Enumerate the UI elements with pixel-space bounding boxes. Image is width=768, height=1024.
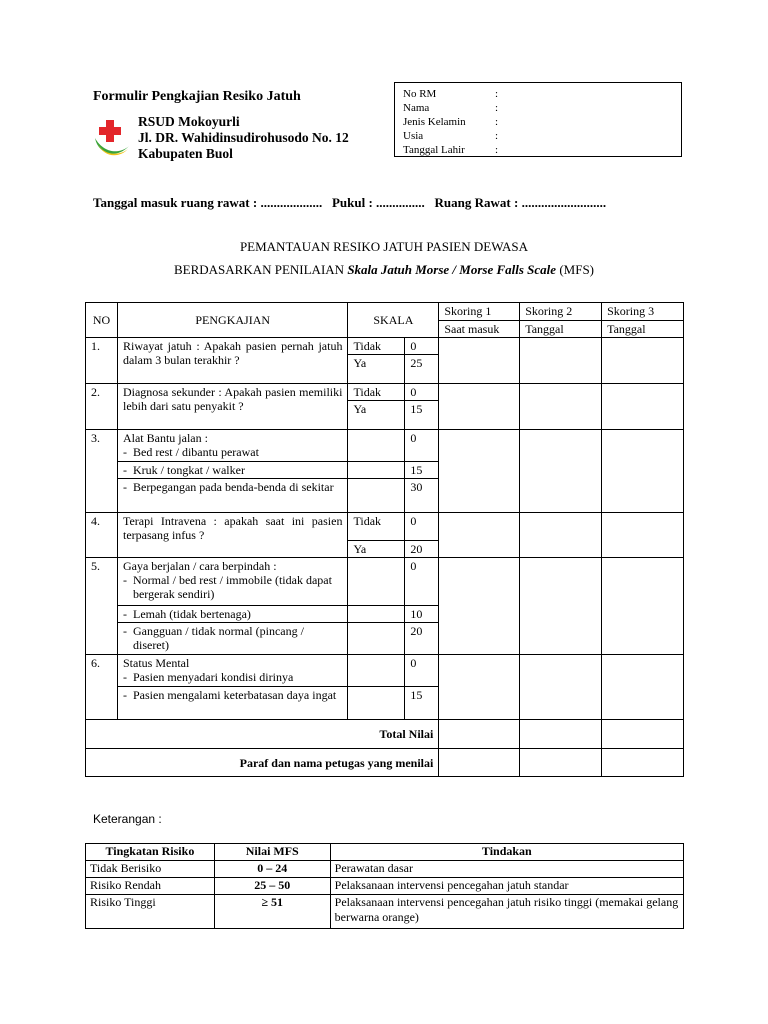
row-question [117,479,347,513]
total-cell[interactable] [602,720,684,749]
dash: - [122,624,127,638]
id-label-tanggal-lahir: Tanggal Lahir [403,144,465,156]
scale-option: Tidak [348,513,405,541]
id-colon: : [495,102,499,114]
row-question [117,430,347,462]
legend-header-level: Tingkatan Risiko [86,844,215,861]
legend-mfs: 25 – 50 [214,878,330,895]
dash: - [122,445,127,459]
signature-label: Paraf dan nama petugas yang menilai [86,749,439,777]
subheader-scoring-1: Saat masuk [439,321,520,338]
header-scale: SKALA [348,303,439,338]
score-cell[interactable] [439,384,520,430]
hospital-info [138,114,349,162]
row-no: 2. [86,384,118,430]
assessment-table [85,302,684,777]
legend-header-action: Tindakan [330,844,683,861]
hospital-address: Jl. DR. Wahidinsudirohusodo No. 12 [138,130,349,145]
header-no: NO [86,303,118,338]
subheader-scoring-3: Tanggal [602,321,684,338]
score-cell[interactable] [439,513,520,558]
scale-value: 25 [405,355,439,384]
id-label-nama: Nama [403,102,430,114]
score-cell[interactable] [602,338,684,384]
main-heading: PEMANTAUAN RESIKO JATUH PASIEN DEWASA [239,239,529,254]
header-scoring-1: Skoring 1 [439,303,520,321]
scale-option-empty [348,479,405,513]
sub-option: Gangguan / tidak normal (pincang / diseret) [132,624,304,652]
row-question [117,623,347,655]
scale-option: Ya [348,541,405,558]
sub-option: Pasien menyadari kondisi dirinya [132,670,294,684]
form-title: Formulir Pengkajian Resiko Jatuh [93,89,301,104]
legend-action: Pelaksanaan intervensi pencegahan jatuh standar [330,878,683,895]
legend-level: Risiko Tinggi [86,895,215,929]
risk-legend-table [85,843,684,929]
row-question: Diagnosa sekunder : Apakah pasien memiliki lebih dari satu penyakit ? [117,384,347,430]
row-question [117,558,347,606]
legend-mfs: 0 – 24 [214,861,330,878]
sub-option: Bed rest / dibantu perawat [132,445,259,459]
total-cell[interactable] [520,720,602,749]
row-no: 6. [86,655,118,720]
scale-value: 15 [405,462,439,479]
total-row [86,720,684,749]
scale-option-empty [348,655,405,687]
table-row [86,338,684,355]
scale-option-empty [348,430,405,462]
scale-option-empty [348,687,405,720]
row-title: Alat Bantu jalan : [122,431,208,445]
scale-value: 0 [405,384,439,401]
table-row [86,895,684,929]
row-title: Status Mental [122,656,190,670]
scale-value: 0 [405,430,439,462]
header-assessment: PENGKAJIAN [117,303,347,338]
table-row [86,513,684,541]
score-cell[interactable] [520,513,602,558]
score-cell[interactable] [602,430,684,513]
id-label-no-rm: No RM [403,88,437,100]
signature-cell[interactable] [602,749,684,777]
sub-heading-suffix: (MFS) [556,262,595,277]
legend-action: Perawatan dasar [330,861,683,878]
dash: - [122,573,127,587]
row-no: 4. [86,513,118,558]
header-scoring-3: Skoring 3 [602,303,684,321]
signature-row [86,749,684,777]
scale-option-empty [348,606,405,623]
scale-option: Ya [348,401,405,430]
scale-value: 10 [405,606,439,623]
signature-cell[interactable] [439,749,520,777]
patient-id-box [394,82,682,157]
admission-line: Tanggal masuk ruang rawat : ................... Pukul : ............... Ruang Rawat : .......................... [93,195,607,210]
signature-cell[interactable] [520,749,602,777]
row-question [117,606,347,623]
table-row [86,655,684,687]
row-no: 3. [86,430,118,513]
table-row [86,430,684,462]
table-row [86,558,684,606]
total-label: Total Nilai [86,720,439,749]
row-title: Gaya berjalan / cara berpindah : [122,559,277,573]
row-question [117,462,347,479]
score-cell[interactable] [520,338,602,384]
score-cell[interactable] [439,655,520,720]
score-cell[interactable] [520,430,602,513]
sub-option: Pasien mengalami keterbatasan daya ingat [132,688,337,702]
score-cell[interactable] [520,384,602,430]
score-cell[interactable] [520,655,602,720]
id-colon: : [495,116,499,128]
notes-label: Keterangan : [93,812,162,826]
scale-value: 0 [405,558,439,606]
dash: - [122,480,127,494]
scale-option: Ya [348,355,405,384]
legend-level: Risiko Rendah [86,878,215,895]
row-question: Terapi Intravena : apakah saat ini pasien terpasang infus ? [117,513,347,558]
scale-option-empty [348,558,405,606]
row-question [117,655,347,687]
sub-heading-prefix: BERDASARKAN PENILAIAN [173,262,348,277]
sub-option: Kruk / tongkat / walker [132,463,245,477]
scale-option-empty [348,462,405,479]
table-row [86,861,684,878]
score-cell[interactable] [602,513,684,558]
id-label-jenis-kelamin: Jenis Kelamin [403,116,466,128]
scale-value: 15 [405,401,439,430]
score-cell[interactable] [602,384,684,430]
score-cell[interactable] [602,655,684,720]
scale-value: 15 [405,687,439,720]
id-colon: : [495,130,499,142]
id-label-usia: Usia [403,130,424,142]
score-cell[interactable] [520,558,602,655]
score-cell[interactable] [439,338,520,384]
scale-value: 20 [405,623,439,655]
total-cell[interactable] [439,720,520,749]
scale-option: Tidak [348,384,405,401]
dash: - [122,670,127,684]
sub-heading-scale-name: Skala Jatuh Morse / Morse Falls Scale [347,262,557,277]
row-no: 1. [86,338,118,384]
dash: - [122,463,127,477]
sub-heading [0,262,768,278]
scale-value: 0 [405,513,439,541]
sub-option: Berpegangan pada benda-benda di sekitar [132,480,334,494]
table-row [86,384,684,401]
hospital-logo [92,116,132,162]
row-question: Riwayat jatuh : Apakah pasien pernah jatuh dalam 3 bulan terakhir ? [117,338,347,384]
row-no: 5. [86,558,118,655]
score-cell[interactable] [439,430,520,513]
legend-action: Pelaksanaan intervensi pencegahan jatuh risiko tinggi (memakai gelang berwarna orange) [330,895,683,929]
scale-option: Tidak [348,338,405,355]
scale-option-empty [348,623,405,655]
legend-level: Tidak Berisiko [86,861,215,878]
table-row [86,878,684,895]
scale-value: 30 [405,479,439,513]
row-question [117,687,347,720]
id-colon: : [495,144,499,156]
sub-option: Lemah (tidak bertenaga) [132,607,251,621]
scale-value: 20 [405,541,439,558]
dash: - [122,688,127,702]
score-cell[interactable] [602,558,684,655]
hospital-name: RSUD Mokoyurli [138,114,240,129]
hospital-region: Kabupaten Buol [138,146,233,161]
sub-option: Normal / bed rest / immobile (tidak dapat bergerak sendiri) [132,573,332,601]
scale-value: 0 [405,338,439,355]
score-cell[interactable] [439,558,520,655]
id-colon: : [495,88,499,100]
legend-header-mfs: Nilai MFS [214,844,330,861]
scale-value: 0 [405,655,439,687]
legend-mfs: ≥ 51 [214,895,330,929]
subheader-scoring-2: Tanggal [520,321,602,338]
header-scoring-2: Skoring 2 [520,303,602,321]
dash: - [122,607,127,621]
